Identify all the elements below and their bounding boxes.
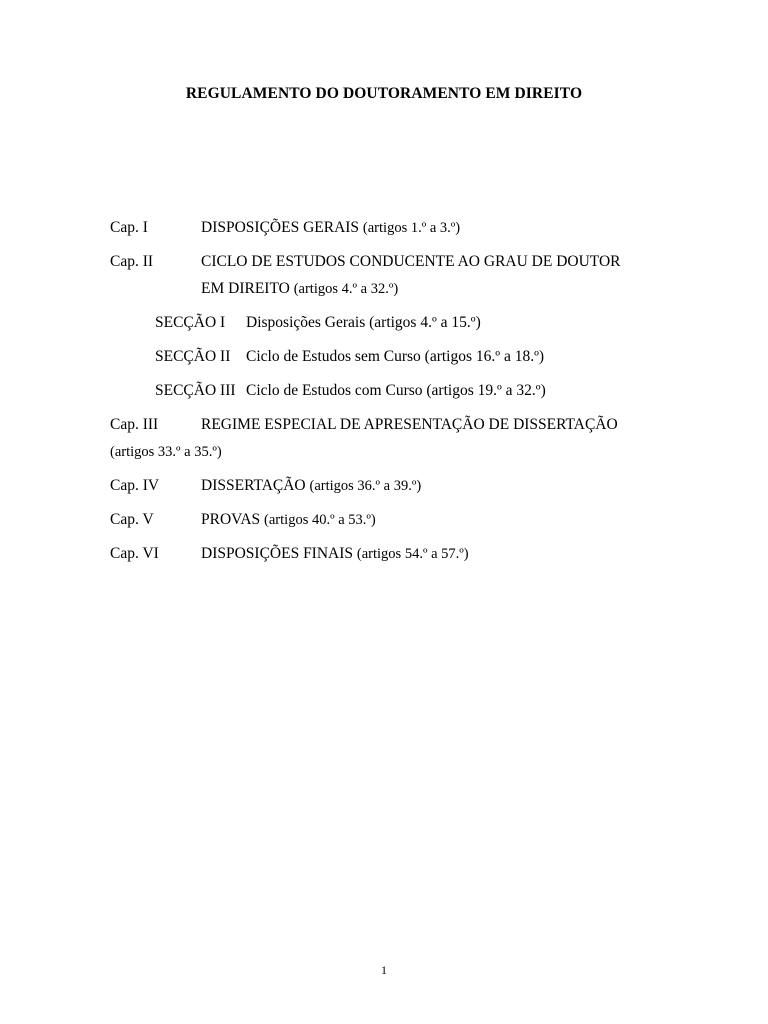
- toc-sec-label: SECÇÃO III: [155, 382, 236, 399]
- page-number: 1: [381, 963, 387, 977]
- toc-cap-text: [201, 476, 421, 496]
- document-title: REGULAMENTO DO DOUTORAMENTO EM DIREITO: [185, 85, 583, 102]
- toc-cap-label: Cap. V: [110, 511, 154, 528]
- toc-sec-text: Ciclo de Estudos com Curso (artigos 19.º a 32.º): [246, 382, 546, 399]
- toc-cap-text: [201, 218, 460, 238]
- toc-cap-articles: (artigos 40.º a 53.º): [264, 512, 376, 528]
- toc-sec-text: Disposições Gerais (artigos 4.º a 15.º): [246, 314, 481, 331]
- toc-cap-label: Cap. I: [110, 219, 148, 236]
- toc-cap-articles: (artigos 1.º a 3.º): [362, 220, 461, 236]
- toc-cap-title: DISPOSIÇÕES GERAIS: [201, 219, 360, 236]
- toc-cap-text: [201, 544, 469, 564]
- toc-cap-title-cont: EM DIREITO: [201, 280, 290, 297]
- toc-cap-label: Cap. IV: [110, 477, 160, 494]
- toc-cap-title: CICLO DE ESTUDOS CONDUCENTE AO GRAU DE DOUTOR: [201, 253, 621, 270]
- toc-cap-title: PROVAS: [201, 511, 261, 528]
- toc-cap-articles: (artigos 33.º a 35.º): [110, 444, 222, 460]
- toc-cap-articles: (artigos 4.º a 32.º): [293, 281, 399, 297]
- toc-cap-label: Cap. II: [110, 253, 154, 270]
- toc-cap-text: [201, 279, 398, 299]
- toc-cap-title: DISPOSIÇÕES FINAIS: [201, 545, 354, 562]
- toc-sec-text: Ciclo de Estudos sem Curso (artigos 16.º a 18.º): [246, 348, 545, 365]
- toc-cap-title: REGIME ESPECIAL DE APRESENTAÇÃO DE DISSERTAÇÃO: [201, 416, 618, 433]
- toc-cap-label: Cap. VI: [110, 545, 159, 562]
- toc-cap-title: DISSERTAÇÃO: [201, 477, 306, 494]
- toc-cap-articles: (artigos 54.º a 57.º): [356, 546, 469, 562]
- toc-sec-label: SECÇÃO II: [155, 348, 231, 365]
- toc-sec-label: SECÇÃO I: [155, 314, 226, 331]
- toc-cap-label: Cap. III: [110, 416, 159, 433]
- toc-cap-articles: (artigos 36.º a 39.º): [309, 478, 422, 494]
- toc-cap-text: [201, 510, 376, 530]
